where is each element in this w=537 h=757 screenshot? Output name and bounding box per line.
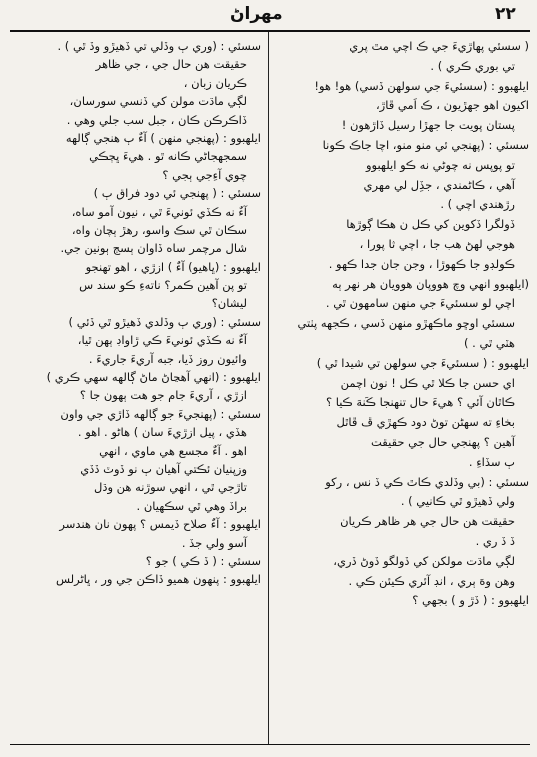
left-column-line: اهو . آءٌ مجسع هي ماوي ، انهي bbox=[99, 443, 247, 458]
right-column-line: ٻ سڏاءِ . bbox=[468, 454, 515, 469]
footer-rule bbox=[10, 744, 530, 745]
left-column-line: براڏ وهي ٿي سڪهيان . bbox=[136, 498, 247, 513]
left-column-line: ايلهبوو : پنهون هميو ڏاڪن جي ور ، ڀاڻرلس bbox=[55, 572, 261, 587]
left-column-line: ازڙي ، آريءَ جام جو هت ٻهون جا ؟ bbox=[79, 388, 247, 403]
column-divider bbox=[268, 32, 269, 744]
right-column-line: (ايلهبوو انهي وچ هووپان هوويان هر نهر ٻه bbox=[332, 276, 529, 291]
left-column-line: ايلهبوو : آءٌ صلاح ڏيمس ؟ پهون نان هندسر bbox=[59, 517, 261, 532]
right-column-line: ( سسئي پهاڙيءَ جي ڪ اچي مٿ پري bbox=[349, 39, 529, 53]
left-column-line: تاڙجي ٿي ، انهي سوڙنه هن وڌل bbox=[93, 480, 247, 495]
left-column-line: آسو ولي جڏ . bbox=[181, 535, 247, 550]
right-column-line: بخاءِ ته سهڻن توڻ دود ڪهڙي ڦ ڦاٿل bbox=[336, 415, 515, 430]
right-column-line: ولي ڏهيڙو ٿي ڪانيي ) . bbox=[400, 494, 515, 509]
page-number: ۲۲ bbox=[495, 4, 516, 24]
left-column bbox=[8, 37, 261, 589]
header-rule bbox=[10, 30, 530, 32]
left-column-line: سسئي : (وري ٻ وڏلي تي ڏهيڙو وڏ ٿي ) . bbox=[57, 39, 261, 53]
left-column-line: چوي آءِجي ٻجي ؟ bbox=[162, 167, 247, 182]
left-column-line: سمجهجاڻي ڪانه ٿو . هيءَ ڀڄڪي bbox=[89, 149, 247, 164]
left-column-line: ڪريان زبان ، bbox=[183, 75, 247, 90]
right-column-line: اکيون اهو جهڙيون ، ڪ اَمي ڦاڙ، bbox=[375, 98, 529, 113]
running-title: مهراڻ bbox=[230, 4, 283, 24]
left-column-line: سسئي : ( ڏ ڪي ) جو ؟ bbox=[145, 553, 261, 568]
right-column-line: ايلهبوو : ( ڏڙ و ) بجهي ؟ bbox=[412, 593, 529, 608]
left-column-line: وزپنيان ئڪتي آهيان ٻ نو ڏوٽ ڏڏي bbox=[80, 461, 247, 476]
page-header bbox=[0, 0, 537, 30]
left-column-line: ايلهبوو : (پهنجي منهن ) آءٌ ٻ هنجي ڳالهه bbox=[65, 130, 261, 145]
right-column-line: لڳي ماڌت مولکن کي ڏولگو ڏوڻ ڏري، bbox=[333, 553, 515, 568]
left-column-line: آءٌ نه ڪڏي ئونيءَ ٿي ، نيون آمو ساه، bbox=[71, 204, 247, 219]
right-column-line: ايلهبوو : (سسئيءَ جي سولهن ڏسي) هو! هو! bbox=[314, 78, 529, 93]
left-column-line: ايلهبوو : (انهي آهڃاڻ ماڻ ڳالهه سهي ڪري ) bbox=[46, 370, 261, 385]
right-column-line: آهي ، ڪاڻمندي ، جڏِل لي مهري bbox=[363, 177, 515, 192]
right-column-line: اي حسن جا ڪلا ٿي ڪل ! نون اچمن bbox=[340, 375, 515, 390]
right-column-line: ڏ ڏ ري . bbox=[475, 533, 515, 548]
right-column bbox=[276, 37, 529, 611]
right-column-line: ڪاٿان آئي ؟ هيءَ حال تنهنجا ڪَنهَ ڪيا ؟ bbox=[325, 395, 515, 410]
right-column-line: تو پوپس نه چوڻي نه ڪو ايلهبوو bbox=[365, 157, 515, 172]
left-column-line: سسئي : (وري ٻ وڏلدي ڏهيڙو ٿي ڏئي ) bbox=[68, 314, 261, 329]
left-column-line: ليشان؟ bbox=[211, 296, 247, 311]
right-column-line: ڏولگرا ڏکوين کي ڪل ن هڪا ڳوڙها bbox=[346, 217, 515, 232]
left-column-line: هڏي ، پيل ازڙيءَ سان ) هاڻو . اهو . bbox=[77, 425, 247, 440]
right-column-line: رڙهندي اچي ) . bbox=[440, 197, 515, 212]
right-column-line: پستان پويت جا جهڙا رسيل ڏاڙهون ! bbox=[341, 118, 515, 133]
left-column-line: آءٌ نه ڪڏي ئونيءَ ڪي ڙاواڊ ٻهن ٿيا، bbox=[77, 333, 247, 348]
right-column-line: هوجي لهڻ هب جا ، اچي ثا پورا ، bbox=[359, 236, 515, 251]
left-column-line: تو پن آهين ڪمر؟ ناتهءِ ڪو سند س bbox=[79, 278, 247, 293]
right-column-line: ڪولڊو جا ڪهوڙا ، وجن جان جدا ڪهو . bbox=[328, 256, 515, 271]
right-column-line: حقيقت هن حال جي هر ظاهر ڪريان bbox=[340, 514, 515, 529]
right-column-line: تي بوري ڪري ) . bbox=[430, 58, 515, 73]
right-column-line: سسئي اوڇو ماڪهڙو منهن ڏسي ، ڪجهه پٺتي bbox=[297, 316, 515, 331]
right-column-line: اچي لو سسئيءَ جي منهن سامهون ٿي . bbox=[325, 296, 515, 311]
right-column-line: ايلهبوو : ( سسئيءَ جي سولهن تي شيدا ٿي ) bbox=[316, 355, 529, 370]
right-column-line: وهن وهَ ٻري ، انڊ آئري ڪيئن ڪي . bbox=[348, 573, 515, 588]
left-column-line: لڳي ماڌت مولن کي ڏنسي سورسان، bbox=[69, 94, 247, 109]
right-column-line: سسئي : (بي وڏلدي ڪاٿ ڪي ڏ نس ، رکو bbox=[325, 474, 529, 489]
right-column-line: هٽي ٿي . ) bbox=[463, 335, 515, 350]
left-column-line: ايلهبوو : (ڀاهيو) آءٌ ) ازڙي ، اهو تهنجو bbox=[85, 259, 261, 274]
right-column-line: سسئي : (پهنجي ئي منو منو، اچا جاڪ ڪونا bbox=[322, 137, 529, 152]
left-column-line: سڪان ٿي سڪ واسو، رهڙ ٻچان واه، bbox=[71, 222, 247, 237]
right-column-line: آهين ؟ پهنجي حال جي حقيقت bbox=[370, 434, 515, 449]
left-column-line: ڏاڪرڪن ڪان ، جبل سب جلي وهي . bbox=[66, 112, 247, 127]
left-column-line: سسئي : (پهنجيءَ جو ڳالهه ڏاڙي جي واون bbox=[60, 406, 261, 421]
left-column-line: سسئي : ( پهنجي ئي دود فراق ٻ ) bbox=[93, 186, 261, 201]
left-column-line: شال مرچمر ساه ڏاوان ٻسڄ ٻونين جي. bbox=[60, 241, 247, 256]
left-column-line: وائيون روز ڏيا، جبه آريءَ جاريءَ . bbox=[88, 351, 247, 366]
left-column-line: حقيقت هن حال جي ، جي ظاهر bbox=[95, 57, 247, 72]
